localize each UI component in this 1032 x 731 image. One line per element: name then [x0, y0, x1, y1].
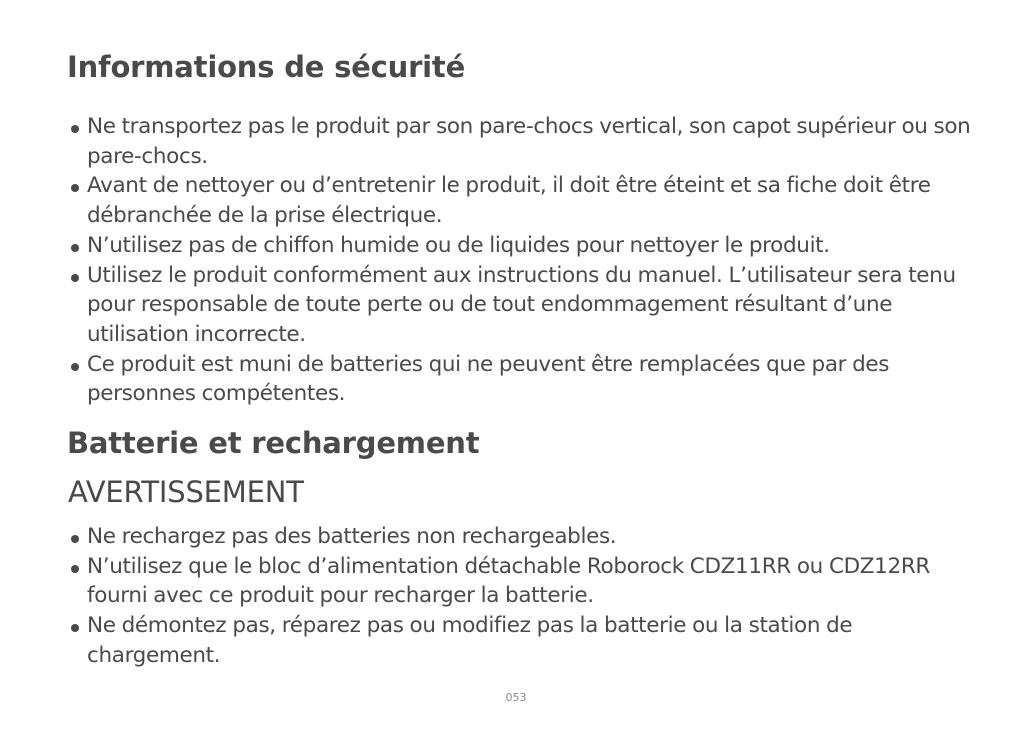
list-item: [67, 231, 972, 261]
list-item: [67, 522, 972, 552]
list-item-text: N’utilisez pas de chiffon humide ou de liquides pour nettoyer le produit.: [87, 232, 830, 258]
list-item-text: Ne transportez pas le produit par son pare-chocs vertical, son capot supérieur ou son pare-chocs.: [87, 114, 971, 169]
bullet-icon: [71, 184, 79, 192]
list-item: [67, 112, 972, 171]
list-item: [67, 261, 972, 350]
list-item: [67, 171, 972, 230]
page-number: 053: [505, 691, 527, 704]
list-item: [67, 350, 972, 409]
bullet-icon: [71, 535, 79, 543]
list-item-text: Avant de nettoyer ou d’entretenir le produit, il doit être éteint et sa fiche doit être débranchée de la prise électrique.: [87, 173, 931, 229]
list-item-text: Ne démontez pas, réparez pas ou modifiez pas la batterie ou la station de chargement.: [87, 613, 853, 668]
bullet-icon: [71, 244, 79, 252]
safety-list: [67, 112, 972, 409]
bullet-icon: [71, 565, 79, 573]
bullet-icon: [71, 624, 79, 632]
list-item-text: Ne rechargez pas des batteries non rechargeables.: [87, 524, 617, 549]
section-title-battery: Batterie et rechargement: [67, 426, 480, 460]
list-item-text: Utilisez le produit conformément aux instructions du manuel. L’utilisateur sera tenu pour responsable de toute perte ou de tout endommagement résultant d’une utilisation incorrecte.: [87, 262, 956, 347]
bullet-icon: [71, 363, 79, 371]
bullet-icon: [71, 125, 79, 133]
bullet-icon: [71, 274, 79, 282]
list-item-text: Ce produit est muni de batteries qui ne peuvent être remplacées que par des personnes compétentes.: [87, 351, 890, 407]
list-item-text: N’utilisez que le bloc d’alimentation détachable Roborock CDZ11RR ou CDZ12RR fourni avec ce produit pour recharger la batterie.: [87, 553, 931, 609]
battery-list: [67, 522, 972, 671]
section-title-safety: Informations de sécurité: [67, 50, 466, 84]
list-item: [67, 552, 972, 611]
list-item: [67, 611, 972, 670]
warning-label: AVERTISSEMENT: [68, 475, 304, 509]
